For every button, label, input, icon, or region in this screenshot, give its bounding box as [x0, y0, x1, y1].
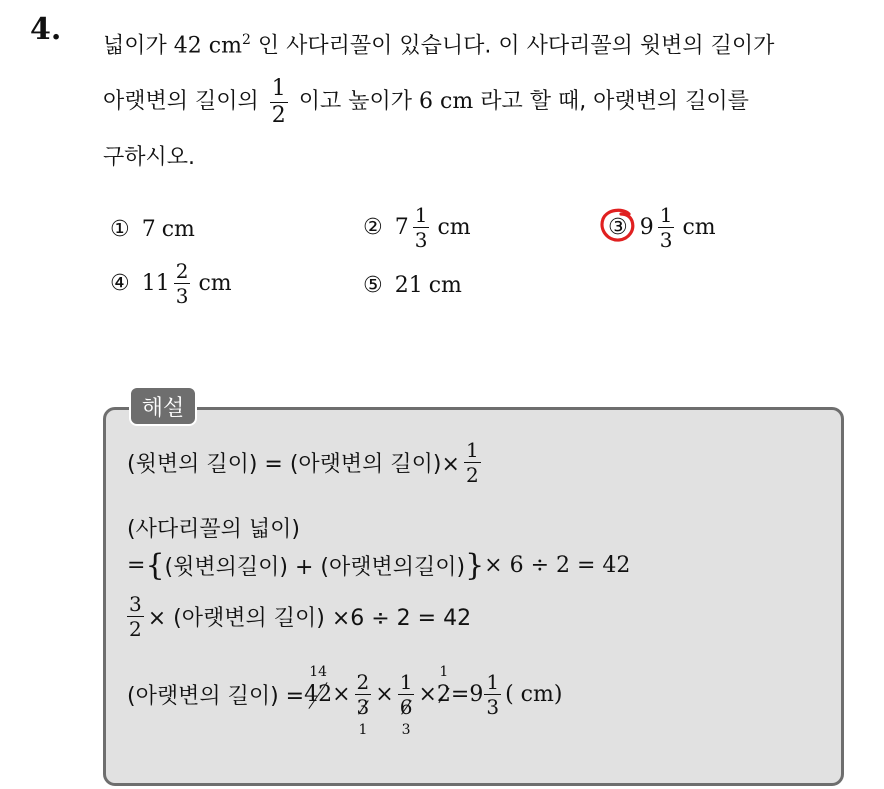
choice-1[interactable]: ① 7 cm [110, 217, 195, 242]
choice-2[interactable]: ② 7 $\frac{1}{3}$ cm [363, 203, 471, 252]
fraction-one-half: $\frac{1}{2}$ [271, 75, 286, 128]
question-number: 4. [30, 12, 62, 47]
problem-line-1: 넓이가 42 $cm^2$ 인 사다리꼴이 있습니다. 이 사다리꼴의 윗변의 길이가 [103, 32, 775, 59]
solution-line-2: (사다리꼴의 넓이) [127, 517, 300, 542]
solution-line-1: (윗변의 길이) = (아랫변의 길이)× $\frac{1}{2}$ [127, 438, 479, 487]
solution-line-4: $\frac{3}{2}$ × (아랫변의 길이) ×6 ÷ 2 = 42 [129, 592, 472, 641]
cancelled-42: 14 42 [304, 664, 333, 707]
cancelled-2: 1 2 [436, 664, 451, 707]
answer-choices [110, 205, 810, 315]
solution-line-3: = { (윗변의길이) + (아랫변의길이) } × 6 ÷ 2 = 42 [127, 547, 631, 583]
problem-line-3: 구하시오. [103, 145, 196, 171]
choice-marker: ② [363, 215, 383, 240]
choice-4[interactable]: ④ 11 $\frac{2}{3}$ cm [110, 259, 232, 308]
solution-line-5: (아랫변의 길이) = 14 42 × 2 3 1 × 1 6 3 × 1 2 = 9 $\frac{1}{3}$ ( cm) [127, 664, 563, 738]
problem-line-2: 아랫변의 길이의 $\frac{1}{2}$ 이고 높이가 6 cm 라고 할 때, 아랫변의 길이를 [103, 75, 749, 128]
problem-text [103, 12, 863, 186]
choice-marker: ⑤ [363, 273, 383, 298]
solution-tag: 해설 [129, 386, 197, 426]
choice-marker: ④ [110, 271, 130, 296]
choice-marker: ① [110, 217, 130, 242]
choice-5[interactable]: ⑤ 21 cm [363, 273, 462, 298]
choice-3[interactable]: ③ 9 $\frac{1}{3}$ cm [608, 205, 716, 250]
choice-marker-selected: ③ [608, 215, 628, 240]
